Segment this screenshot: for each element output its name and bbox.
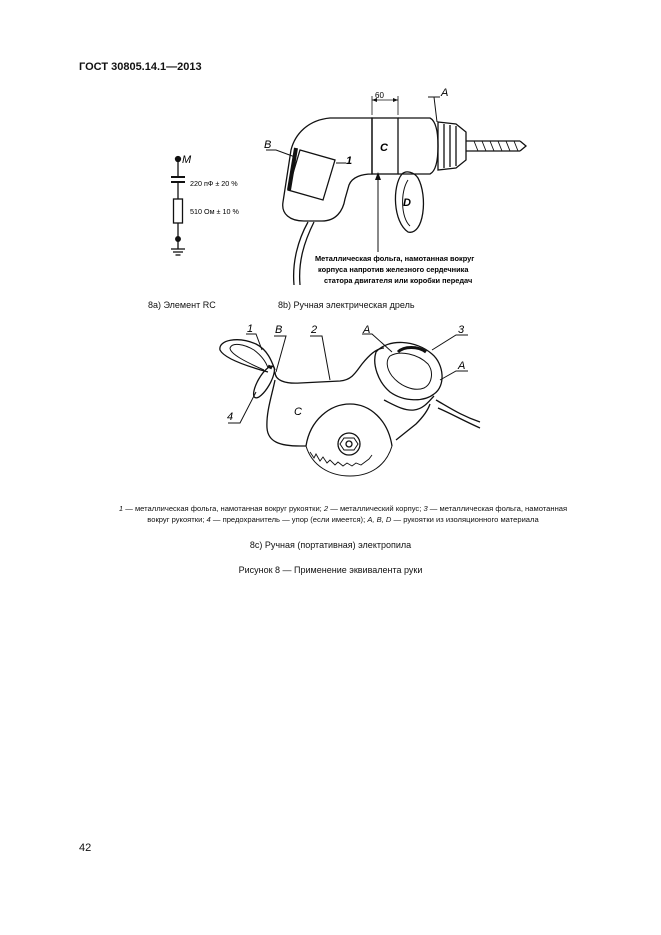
- legend-text-2: — металлический корпус;: [328, 504, 424, 513]
- drill-label-d: D: [403, 197, 411, 209]
- document-header: ГОСТ 30805.14.1—2013: [79, 61, 202, 73]
- saw-label-c: C: [294, 406, 302, 418]
- node-m: [176, 157, 181, 162]
- legend-text-1: — металлическая фольга, намотанная вокруг рукоятки;: [123, 504, 324, 513]
- legend-text-5: — предохранитель — упор (если имеется);: [210, 515, 368, 524]
- drill-label-b: B: [264, 139, 272, 151]
- drill-motor-housing: [398, 118, 438, 174]
- saw-rear-handle: [220, 340, 275, 372]
- legend-abd: A, B, D: [367, 515, 392, 524]
- legend-text-4: вокруг рукоятки;: [147, 515, 207, 524]
- drill-label-1: 1: [346, 155, 353, 167]
- drill-body: [283, 118, 372, 221]
- figure-legend: [78, 503, 608, 525]
- page-number: 42: [79, 842, 92, 854]
- saw-label-3: 3: [458, 324, 465, 336]
- capacitor-value: 220 пФ ± 20 %: [190, 179, 238, 188]
- saw-label-2: 2: [311, 324, 318, 336]
- drill-chuck: [438, 122, 466, 170]
- drill-note-line-2: корпуса напротив железного сердечника: [318, 265, 469, 274]
- caption-8a: 8a) Элемент RC: [148, 300, 216, 310]
- saw-label-b: B: [275, 324, 283, 336]
- saw-arbor: [338, 433, 360, 455]
- rc-node-label: M: [182, 154, 192, 166]
- saw-label-4: 4: [227, 411, 234, 423]
- saw-label-a-side: A: [458, 360, 466, 372]
- legend-num-1: 1: [118, 504, 124, 513]
- legend-text-6: — рукоятки из изоляционного материала: [391, 515, 539, 524]
- legend-num-4: 4: [206, 515, 211, 524]
- resistor-value: 510 Ом ± 10 %: [190, 207, 239, 216]
- drill-dimension-60: 60: [375, 91, 384, 100]
- drill-label-c: C: [380, 142, 388, 154]
- caption-8c: 8c) Ручная (портативная) электропила: [249, 540, 412, 550]
- legend-num-3: 3: [423, 504, 428, 513]
- drill-note-line-1: Металлическая фольга, намотанная вокруг: [315, 254, 475, 263]
- saw-cable: [436, 400, 480, 422]
- drill-cable: [294, 222, 308, 285]
- figure-title: Рисунок 8 — Применение эквивалента руки: [238, 565, 423, 575]
- resistor: [174, 199, 183, 223]
- drill-label-a: A: [441, 87, 449, 99]
- saw-blade-teeth: [310, 452, 372, 466]
- saw-front-handle: [375, 342, 442, 399]
- saw-drawing: [220, 334, 480, 476]
- legend-num-2: 2: [323, 504, 329, 513]
- drill-note-line-3: статора двигателя или коробки передач: [324, 276, 473, 285]
- saw-label-a-front: A: [363, 324, 371, 336]
- rc-circuit: [171, 157, 185, 256]
- saw-label-1: 1: [247, 323, 254, 335]
- saw-blade-guard: [306, 404, 392, 446]
- legend-text-3: — металлическая фольга, намотанная: [427, 504, 568, 513]
- caption-8b: 8b) Ручная электрическая дрель: [278, 300, 415, 310]
- saw-body: [267, 348, 384, 446]
